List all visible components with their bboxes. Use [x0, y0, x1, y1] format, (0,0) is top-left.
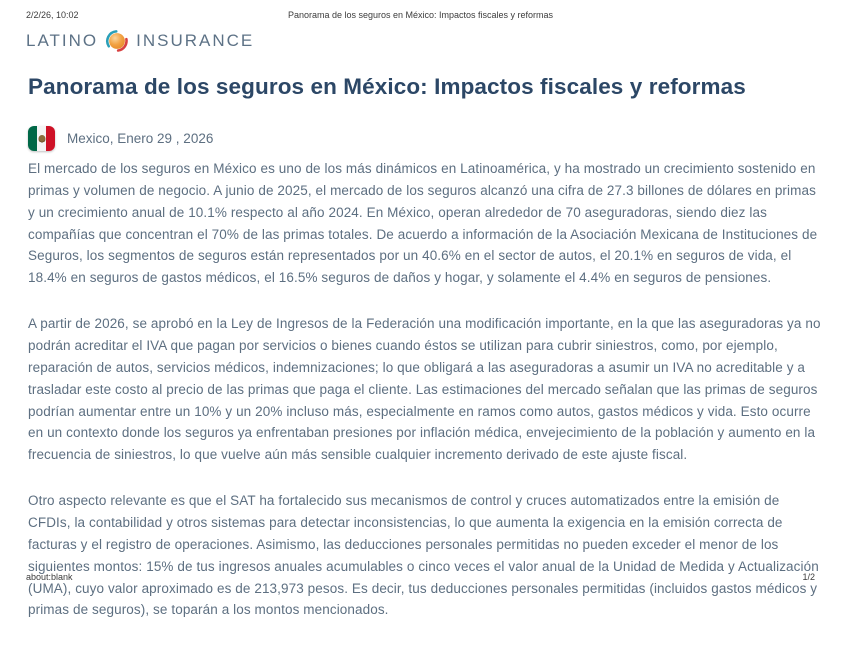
page-title: Panorama de los seguros en México: Impactos fiscales y reformas: [28, 74, 746, 99]
article-paragraph-1: El mercado de los seguros en México es uno de los más dinámicos en Latinoamérica, y ha mostrado un crecimiento sostenido en primas y volumen de negocio. A junio de 2025, el mercado de los seguros alcanzó una cifra de 27.3 billones de dólares en primas y un crecimiento anual de 10.1% respecto al año 2024. En México, operan alrededor de 70 aseguradoras, siendo diez las compañías que concentran el 70% de las primas totales. De acuerdo a información de la Asociación Mexicana de Instituciones de Seguros, los segmentos de seguros están representados por un 40.6% en el sector de autos, el 20.1% en seguros de vida, el 18.4% en seguros de gastos médicos, el 16.5% seguros de daños y hogar, y solamente el 4.4% en seguros de pensiones.: [28, 161, 818, 286]
article-paragraph-2: A partir de 2026, se aprobó en la Ley de Ingresos de la Federación una modificación importante, en la que las aseguradoras ya no podrán acreditar el IVA que pagan por servicios o bienes cuando éstos se utilizan para cubrir siniestros, como, por ejemplo, reparación de autos, servicios médicos, indemnizaciones; lo que obligará a las aseguradoras a asumir un IVA no acreditable y a trasladar este costo al precio de las primas que paga el cliente. Las estimaciones del mercado señalan que las primas de seguros podrían aumentar entre un 10% y un 20% incluso más, especialmente en ramos como autos, gastos médicos y vida. Esto ocurre en un contexto donde los seguros ya enfrentaban presiones por inflación médica, envejecimiento de la población y aumento en la frecuencia de siniestros, lo que vuelve aún más sensible cualquier incremento derivado de este ajuste fiscal.: [28, 316, 821, 463]
print-footer-source: about:blank: [26, 572, 73, 582]
print-header: [26, 10, 815, 20]
print-footer: [26, 572, 815, 582]
article-paragraph-3: Otro aspecto relevante es que el SAT ha fortalecido sus mecanismos de control y cruces automatizados entre la emisión de CFDIs, la contabilidad y otros sistemas para detectar inconsistencias, lo que aumenta la exigencia en la emisión correcta de facturas y el registro de operaciones. Asimismo, las deducciones personales permitidas no pueden exceder el menor de los siguientes montos: 15% de tus ingresos anuales acumulables o cinco veces el valor anual de la Unidad de Medida y Actualización (UMA), cuyo valor aproximado es de 213,973 pesos. Es decir, tus deducciones personales permitidas (incluidos gastos médicos y primas de seguros), se toparán a los montos mencionados.: [28, 493, 819, 618]
sphere-globe-icon: [105, 29, 129, 53]
dateline-text: Mexico, Enero 29 , 2026: [67, 131, 214, 146]
brand-logo: [26, 29, 254, 53]
brand-name-right: INSURANCE: [136, 31, 255, 50]
print-header-timestamp: 2/2/26, 10:02: [26, 10, 79, 20]
print-footer-page-indicator: 1/2: [802, 572, 815, 582]
brand-name-left: LATINO: [26, 31, 99, 50]
print-header-document-title: Panorama de los seguros en México: Impactos fiscales y reformas: [287, 10, 554, 20]
dateline: [28, 126, 213, 151]
mexico-flag-icon: [28, 126, 55, 151]
